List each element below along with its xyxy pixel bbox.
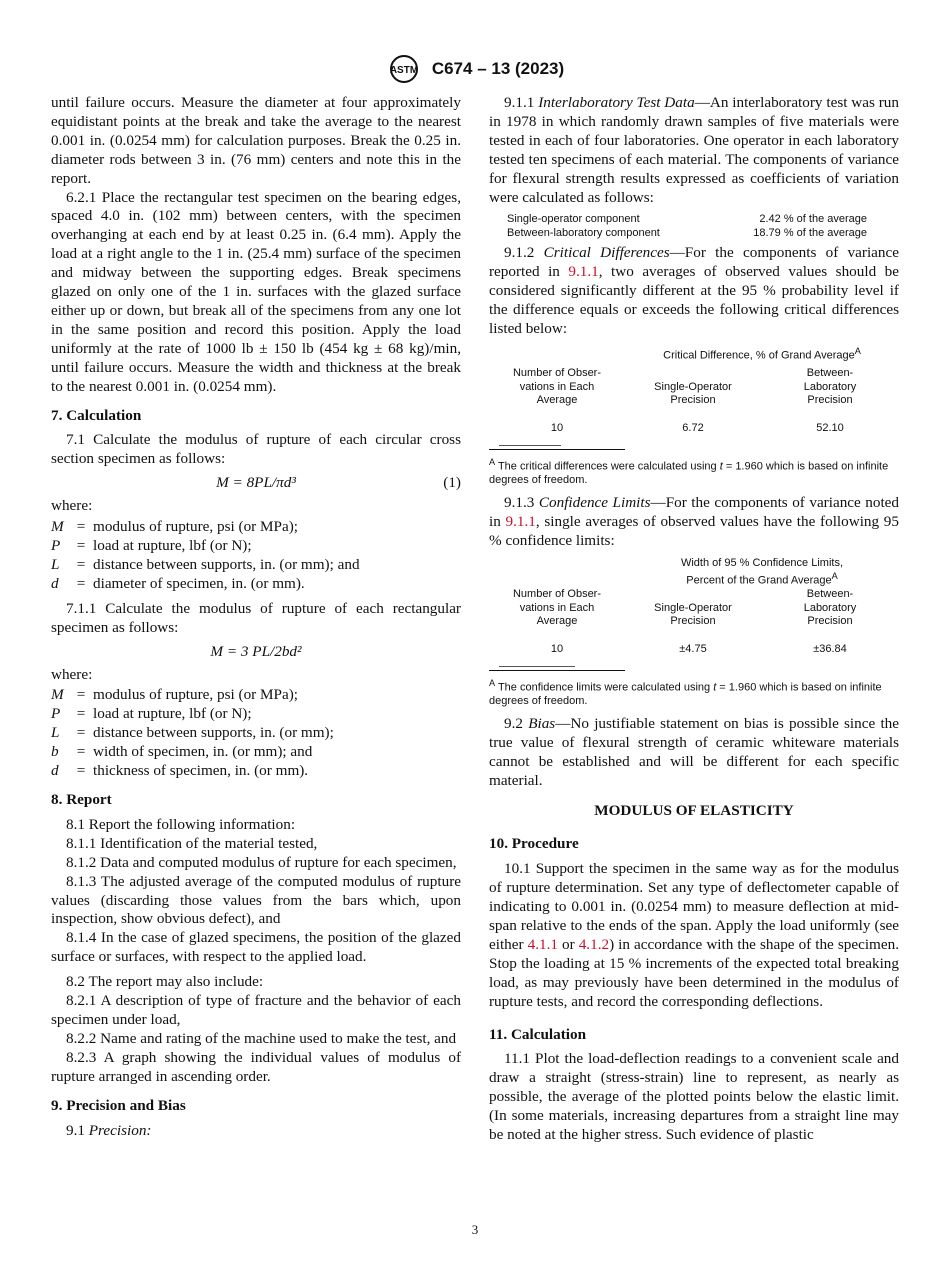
footnote-marker: A — [489, 457, 496, 468]
paragraph-8-2: 8.2 The report may also include: — [66, 973, 264, 991]
critical-differences-table — [489, 345, 899, 435]
paragraph-9-1-3 — [489, 494, 899, 551]
header-line: Single-Operator — [654, 380, 732, 393]
paragraph-9-1-title: Precision: — [88, 1121, 152, 1139]
group-header-text: Width of 95 % Confidence Limits, — [680, 556, 844, 569]
paragraph-9-2-title: Bias — [528, 714, 556, 732]
paragraph-9-1-3-title: Confidence Limits — [538, 493, 651, 511]
paragraph-8-1-2: 8.1.2 Data and computed modulus of rupture for each specimen, — [66, 853, 457, 871]
header-line: Laboratory — [803, 380, 857, 393]
astm-logo-icon — [386, 54, 422, 84]
table-cell: ±4.75 — [679, 642, 707, 655]
where-label: where: — [51, 665, 93, 683]
column-header — [489, 367, 625, 408]
table-footnote — [489, 456, 899, 488]
header-line: Precision — [807, 394, 853, 407]
definitions-list-1-body — [51, 518, 360, 594]
table-cell: 52.10 — [816, 421, 844, 434]
definition-equals: = — [76, 724, 86, 742]
footnote-marker: A — [831, 571, 838, 581]
definition-equals: = — [76, 705, 86, 723]
variance-row — [507, 227, 867, 241]
paragraph-9-2-text: —No justifiable statement on bias is possible since the true value of flexural strength of ceramic whiteware materials cannot be established and will be different for each specific material. — [489, 714, 900, 789]
header-line: Average — [536, 394, 578, 407]
table-group-header-row — [489, 557, 899, 589]
equation-1-expression: M = 8PL/πd³ — [216, 474, 296, 492]
table-cell: ±36.84 — [813, 642, 847, 655]
paragraph-9-1-2-text-a: —For the components of variance reported in — [489, 244, 899, 281]
definition-symbol: L — [51, 724, 60, 742]
equation-2-expression: M = 3 PL/2bd² — [210, 642, 302, 660]
paragraph-9-2 — [489, 715, 899, 791]
paragraph-7-1-1: 7.1.1 Calculate the modulus of rupture of each rectangular specimen as follows: — [51, 599, 461, 636]
definition-text: load at rupture, lbf (or N); — [93, 537, 252, 555]
header-line: Precision — [670, 615, 716, 628]
paragraph-8-1: 8.1 Report the following information: — [66, 815, 296, 833]
footnote-marker: A — [489, 678, 496, 689]
paragraph-6-2-1: 6.2.1 Place the rectangular test specimen on the bearing edges, spaced 4.0 in. (102 mm) between centers, with the specimen overhanging at each end by at least 0.25 in. (6.4 mm). Apply the load at a right angle to the 1 in. (25.4 mm) surface of the specimen and midway between the supporting edges. Break specimens glazed on only one of the 1 in. surfaces with the glazed surface either up or down, but break all of the specimens from any one lot in the same position and record this position. Apply the load uniformly at the rate of 1000 lb ± 150 lb (454 kg ± 68 kg)/min, until failure occurs. Measure the width and thickness at the break to the nearest 0.001 in. (0.0254 mm). — [51, 188, 461, 395]
table-cell: 10 — [550, 642, 564, 655]
group-header-text: Percent of the Grand Average — [686, 574, 832, 587]
header-line: Precision — [807, 615, 853, 628]
definition-text: distance between supports, in. (or mm); and — [93, 555, 360, 573]
definition-row — [51, 743, 334, 762]
document-id: C674 – 13 (2023) — [431, 59, 565, 78]
paragraph-9-1-2-text-b: , two averages of observed values should be considered significantly different at the 95 % probability level if the difference equals or exceeds the following critical differences listed below: — [489, 263, 899, 338]
paragraph-9-1-1 — [489, 94, 899, 207]
header-line: Single-Operator — [654, 601, 732, 614]
cross-reference-link[interactable]: 9.1.1 — [505, 512, 536, 530]
definitions-list-2 — [51, 686, 334, 781]
definition-row — [51, 724, 334, 743]
paragraph-10-1-or: or — [557, 935, 579, 953]
definition-equals: = — [76, 518, 86, 536]
section-heading-8: 8. Report — [51, 791, 112, 808]
definition-row — [51, 575, 360, 594]
definition-symbol: d — [51, 574, 59, 592]
paragraph-8-2-3: 8.2.3 A graph showing the individual values of modulus of rupture arranged in ascending order. — [51, 1048, 461, 1085]
table-row — [489, 643, 899, 657]
table-row — [489, 422, 899, 436]
equation-1-number: (1) — [443, 474, 461, 492]
footnote-rule — [489, 670, 625, 671]
paragraph-9-1-3-text-a: —For the components of variance noted in — [489, 493, 900, 530]
table-group-header — [625, 557, 899, 589]
definition-text: distance between supports, in. (or mm); — [93, 724, 334, 742]
column-header — [489, 588, 625, 629]
definition-equals: = — [76, 555, 86, 573]
definition-symbol: d — [51, 762, 59, 780]
column-header — [761, 588, 899, 629]
paragraph-9-1-1-text: —An interlaboratory test was run in 1978 in which randomly drawn samples of five materials were tested in each of four laboratories. One operator in each laboratory tested ten specimens of each material. The components of variance for flexural strength results expressed as coefficients of variation were calculated as follows: — [489, 94, 899, 206]
paragraph-continued: until failure occurs. Measure the diameter at four approximately equidistant points at the break and take the average to the nearest 0.001 in. (0.0254 mm) for calculation purposes. Break the 0.25 in. diameter rods between 3 in. (76 mm) centers and note this in the report. — [51, 94, 461, 187]
definition-symbol: M — [51, 518, 64, 536]
table-group-header — [625, 345, 899, 367]
definition-equals: = — [76, 537, 86, 555]
definitions-list-1 — [51, 518, 360, 594]
header-line: Precision — [670, 394, 716, 407]
paragraph-9-1-2-title: Critical Differences — [543, 244, 670, 262]
paragraph-7-1: 7.1 Calculate the modulus of rupture of each circular cross section specimen as follows: — [51, 431, 461, 468]
paragraph-9-1-3-number: 9.1.3 — [504, 493, 535, 511]
table-end-rule — [499, 666, 575, 667]
definition-row — [51, 518, 360, 537]
where-label: where: — [51, 497, 93, 515]
table-end-rule — [499, 445, 561, 446]
header-line: vations in Each — [519, 601, 595, 614]
definition-symbol: P — [51, 705, 61, 723]
table-cell: 10 — [550, 421, 564, 434]
variance-components-table — [507, 213, 867, 240]
definition-row — [51, 705, 334, 724]
footnote-text: = 1.960 which is based on infinite degrees of freedom. — [489, 460, 889, 487]
table-column-header-row — [489, 588, 899, 629]
definition-text: width of specimen, in. (or mm); and — [93, 743, 313, 761]
footnote-variable: t — [719, 460, 723, 473]
definition-text: modulus of rupture, psi (or MPa); — [93, 686, 299, 704]
footnote-text: = 1.960 which is based on infinite degrees of freedom. — [489, 681, 882, 708]
table-cell: 6.72 — [682, 421, 704, 434]
definition-text: load at rupture, lbf (or N); — [93, 705, 252, 723]
section-heading-10: 10. Procedure — [489, 835, 579, 853]
column-header — [761, 367, 899, 408]
paragraph-8-1-4: 8.1.4 In the case of glazed specimens, the position of the glazed surface or surfaces, with respect to the applied load. — [51, 929, 461, 966]
left-column — [51, 94, 461, 1140]
variance-label: Between-laboratory component — [507, 226, 660, 239]
cross-reference-link[interactable]: 4.1.1 — [527, 935, 558, 953]
section-heading-11: 11. Calculation — [489, 1025, 587, 1043]
logo-text: ASTM — [389, 65, 418, 76]
header-line: Laboratory — [803, 601, 857, 614]
page-header — [0, 54, 950, 84]
definition-row — [51, 537, 360, 556]
definitions-list-2-body — [51, 686, 334, 781]
definition-text: diameter of specimen, in. (or mm). — [93, 574, 305, 592]
paragraph-9-1-1-title: Interlaboratory Test Data — [538, 94, 695, 111]
table-column-header-row — [489, 367, 899, 408]
cross-reference-link[interactable]: 4.1.2 — [578, 935, 610, 953]
definition-row — [51, 556, 360, 575]
paragraph-9-1-3-text-b: , single averages of observed values have the following 95 % confidence limits: — [489, 512, 899, 549]
footnote-variable: t — [713, 681, 717, 694]
definition-row — [51, 686, 334, 705]
header-line: vations in Each — [519, 380, 595, 393]
paragraph-9-1 — [51, 1122, 461, 1141]
table-footnote — [489, 677, 899, 709]
footnote-text: The critical differences were calculated using — [495, 460, 720, 473]
definition-symbol: L — [51, 555, 60, 573]
variance-value: 2.42 % of the average — [759, 213, 867, 226]
table-group-header-row — [489, 345, 899, 367]
definition-equals: = — [76, 762, 86, 780]
definition-row — [51, 762, 334, 781]
paragraph-9-1-1-number: 9.1.1 — [504, 94, 535, 111]
definition-symbol: M — [51, 686, 64, 704]
definition-text: thickness of specimen, in. (or mm). — [93, 762, 309, 780]
paragraph-10-1 — [489, 860, 899, 1011]
page-number: 3 — [471, 1222, 479, 1237]
equation-2 — [51, 640, 461, 664]
definition-equals: = — [76, 743, 86, 761]
paragraph-11-1: 11.1 Plot the load-deflection readings to a convenient scale and draw a straight (stress-strain) line to represent, as nearly as possible, the average of the plotted points below the elastic limit. (In some materials, increasing departures from a straight line may be noted at the higher stress. Such evidence of plastic — [489, 1050, 899, 1144]
paragraph-10-1-text-a: 10.1 Support the specimen in the same way as for the modulus of rupture determination. Set any type of deflectometer capable of indicating to 0.001 in. (0.0254 mm) to measure deflection at mid-span relative to the ends of the span. Apply the load uniformly (see either — [489, 860, 899, 953]
definition-equals: = — [76, 686, 86, 704]
paragraph-9-1-number: 9.1 — [66, 1121, 85, 1139]
definition-text: modulus of rupture, psi (or MPa); — [93, 518, 299, 536]
paragraph-9-2-number: 9.2 — [504, 714, 523, 732]
paragraph-9-1-2 — [489, 244, 899, 339]
section-title: MODULUS OF ELASTICITY — [594, 802, 794, 820]
paragraph-9-1-2-number: 9.1.2 — [504, 244, 535, 262]
column-header — [625, 367, 761, 408]
header-line: Between- — [806, 588, 854, 601]
header-line: Average — [536, 615, 578, 628]
column-header — [625, 588, 761, 629]
group-header-text: Critical Difference, % of Grand Average — [663, 349, 855, 362]
footnote-rule — [489, 449, 625, 450]
definition-equals: = — [76, 574, 86, 592]
right-column — [489, 94, 899, 1145]
paragraph-8-1-1: 8.1.1 Identification of the material tested, — [66, 834, 318, 852]
header-line: Between- — [806, 367, 854, 380]
section-heading-7: 7. Calculation — [51, 406, 142, 424]
cross-reference-link[interactable]: 9.1.1 — [568, 263, 599, 281]
equation-1 — [51, 471, 461, 495]
confidence-limits-table — [489, 557, 899, 657]
footnote-marker: A — [854, 345, 861, 356]
header-line: Number of Obser- — [512, 588, 602, 601]
variance-row — [507, 213, 867, 227]
section-heading-9: 9. Precision and Bias — [51, 1096, 186, 1114]
paragraph-8-2-2: 8.2.2 Name and rating of the machine used to make the test, and — [66, 1029, 457, 1047]
paragraph-10-1-text-b: ) in accordance with the shape of the specimen. Stop the loading at 15 % increments of the expected total breaking load, as may previously have been determined in the modulus of rupture tests, and record the corresponding deflections. — [489, 935, 899, 1010]
definition-symbol: P — [51, 537, 61, 555]
footnote-text: The confidence limits were calculated using — [495, 681, 714, 694]
header-line: Number of Obser- — [512, 367, 602, 380]
paragraph-8-1-3: 8.1.3 The adjusted average of the computed modulus of rupture values (discarding those values from the bars which, upon inspection, show obvious defect), and — [51, 872, 461, 928]
variance-label: Single-operator component — [507, 213, 640, 226]
paragraph-8-2-1: 8.2.1 A description of type of fracture and the behavior of each specimen under load, — [51, 992, 461, 1028]
definition-symbol: b — [51, 743, 59, 761]
variance-value: 18.79 % of the average — [753, 226, 867, 239]
